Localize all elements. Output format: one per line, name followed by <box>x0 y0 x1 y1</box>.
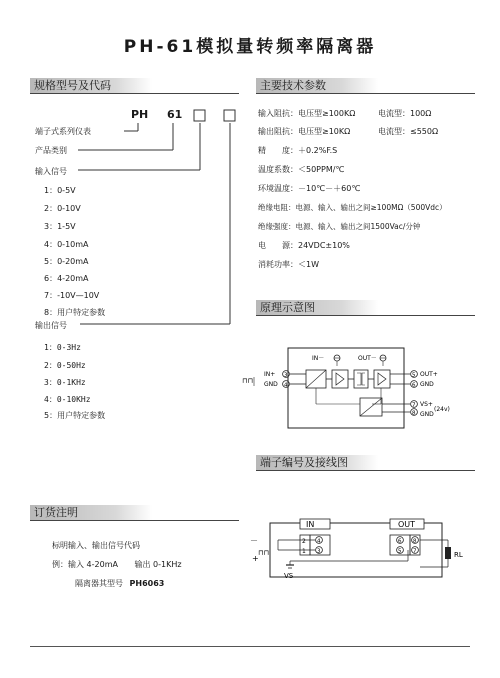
row-series: 端子式系列仪表 <box>35 127 91 136</box>
driver-icon <box>378 373 386 385</box>
input-option: 3：1-5V <box>44 222 76 231</box>
section-header-order: 订货注明 <box>30 505 239 520</box>
label-in-minus: IN－ <box>312 355 325 362</box>
svg-text:7: 7 <box>412 402 416 409</box>
svg-text:7: 7 <box>413 548 417 555</box>
amplifier-icon <box>336 373 344 385</box>
svg-text:6: 6 <box>398 538 402 545</box>
input-option: 1：0-5V <box>44 186 76 195</box>
svg-text:3: 3 <box>284 372 288 379</box>
order-example: 例：输入 4-20mA 输出 0-1KHz <box>52 560 182 569</box>
label-gnd-in: GND <box>264 381 278 388</box>
specs-list <box>258 108 483 278</box>
label-gnd-power: GND <box>420 411 434 418</box>
row-output: 输出信号 <box>35 321 67 330</box>
spec-row: 绝缘强度：电源、输入、输出之间1500Vac/分钟 <box>258 222 421 231</box>
label-out-minus: OUT－ <box>358 355 377 362</box>
code-box-input <box>194 110 205 121</box>
spec-row: 环境温度：－10℃－＋60℃ <box>258 184 361 193</box>
footer-rule <box>30 646 470 647</box>
svg-text:3: 3 <box>317 548 321 555</box>
label-out: OUT <box>398 520 416 529</box>
output-option: 1：0-3Hz <box>44 343 81 352</box>
input-option: 5：0-20mA <box>44 257 89 266</box>
label-gnd-out: GND <box>420 381 434 388</box>
spec-row: 电 源：24VDC±10% <box>258 241 350 250</box>
output-option: 4：0-10KHz <box>44 395 91 404</box>
input-option: 4：0-10mA <box>44 240 89 249</box>
section-header-model: 规格型号及代码 <box>30 78 239 93</box>
svg-text:2: 2 <box>302 538 306 545</box>
output-option: 5：用户特定参数 <box>44 411 106 420</box>
output-option: 2：0-50Hz <box>44 361 86 370</box>
input-option: 6：4-20mA <box>44 274 89 283</box>
label-out-plus: OUT+ <box>420 371 438 378</box>
pulse-icon: ⊓⊓ <box>258 549 269 557</box>
spec-row: 绝缘电阻：电源、输入、输出之间≥100MΩ（500Vdc） <box>258 203 447 212</box>
section-header-principle: 原理示意图 <box>256 300 475 315</box>
spec-row: 输出阻抗：电压型≥10KΩ 电流型：≤550Ω <box>258 127 439 136</box>
svg-text:8: 8 <box>412 410 416 417</box>
input-option: 7：-10V—10V <box>44 291 100 300</box>
section-header-specs: 主要技术参数 <box>256 78 475 93</box>
in-tab <box>300 519 330 529</box>
label-rl: RL <box>454 551 463 559</box>
svg-text:6: 6 <box>412 382 416 389</box>
input-option: 8：用户特定参数 <box>44 308 106 317</box>
svg-text:5: 5 <box>412 372 416 379</box>
amplifier-block <box>332 370 348 388</box>
label-plus: + <box>252 554 259 563</box>
output-driver-block <box>374 370 390 388</box>
svg-text:8: 8 <box>413 538 417 545</box>
svg-text:1: 1 <box>302 548 306 555</box>
svg-text:4: 4 <box>317 538 321 545</box>
model-number: 61 <box>167 108 183 121</box>
label-in: IN <box>306 520 315 529</box>
row-category: 产品类别 <box>35 146 67 155</box>
svg-text:5: 5 <box>398 548 402 555</box>
row-input: 输入信号 <box>35 167 67 176</box>
spec-row: 温度系数：＜50PPM/℃ <box>258 165 345 174</box>
label-vs-plus: VS+ <box>420 401 433 408</box>
label-minus: － <box>250 536 258 545</box>
order-model: 隔离器其型号 PH6063 <box>75 579 165 588</box>
terminal-diagram <box>248 515 478 585</box>
code-box-output <box>224 110 235 121</box>
principle-diagram <box>240 342 480 438</box>
load-resistor <box>445 547 451 559</box>
spec-row: 输入阻抗：电压型≥100KΩ 电流型：100Ω <box>258 109 432 118</box>
input-option: 2：0-10V <box>44 204 81 213</box>
label-in-plus: IN+ <box>264 371 276 378</box>
label-supply-voltage: (24v) <box>434 406 450 413</box>
output-option: 3：0-1KHz <box>44 378 86 387</box>
spec-row: 精 度：＋0.2%F.S <box>258 146 338 155</box>
svg-text:4: 4 <box>284 382 288 389</box>
label-vs: VS <box>284 572 294 580</box>
order-note: 标明输入、输出信号代码 <box>52 541 140 550</box>
pulse-icon: ⊓⊓ <box>242 377 253 385</box>
page-title: PH-61模拟量转频率隔离器 <box>123 37 377 57</box>
transformer-icon <box>357 373 365 385</box>
spec-row: 消耗功率：＜1W <box>258 260 319 269</box>
section-header-terminals: 端子编号及接线图 <box>256 455 475 470</box>
model-prefix: PH <box>131 108 149 121</box>
